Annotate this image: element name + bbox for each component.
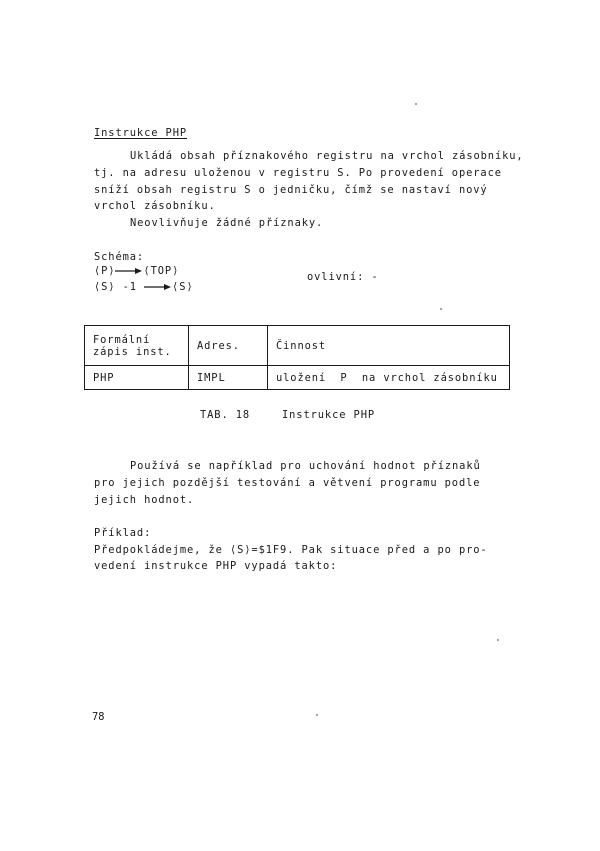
arrow-right-icon xyxy=(144,283,172,291)
table-header-row xyxy=(85,326,510,366)
schema-source: ⟨S⟩ -1 xyxy=(94,281,137,293)
scan-speck xyxy=(440,308,442,310)
paragraph-line: jejich hodnot. xyxy=(94,494,195,506)
schema-source: ⟨P⟩ xyxy=(94,265,116,277)
paragraph-line: vrchol zásobníku. xyxy=(94,200,216,212)
paragraph-line: Používá se například pro uchování hodnot příznaků xyxy=(130,460,481,472)
table-caption-title: Instrukce PHP xyxy=(282,409,376,421)
schema-line-2 xyxy=(94,280,194,294)
scan-speck xyxy=(316,714,318,716)
schema-target: ⟨S⟩ xyxy=(172,281,194,293)
arrow-right-icon xyxy=(115,267,143,275)
cell-notation: PHP xyxy=(85,366,189,390)
page-number: 78 xyxy=(92,711,105,723)
scan-speck xyxy=(415,103,417,105)
schema-label: Schéma: xyxy=(94,251,145,263)
paragraph-line: Neovlivňuje žádné příznaky. xyxy=(130,217,324,229)
paragraph-line: Ukládá obsah příznakového registru na vrchol zásobníku, xyxy=(130,150,524,162)
header-activity: Činnost xyxy=(268,326,510,366)
example-label: Příklad: xyxy=(94,527,152,539)
table-row xyxy=(85,366,510,390)
header-addressing: Adres. xyxy=(189,326,268,366)
paragraph-line: tj. na adresu uloženou v registru S. Po provedení operace xyxy=(94,167,502,179)
header-notation xyxy=(85,326,189,366)
affects-flags: ovlivní: - xyxy=(307,271,379,283)
schema-line-1 xyxy=(94,264,179,278)
schema-target: ⟨TOP⟩ xyxy=(143,265,180,277)
paragraph-line: pro jejich pozdější testování a větvení programu podle xyxy=(94,477,481,489)
header-notation-line-1: Formální xyxy=(93,333,151,346)
instruction-table xyxy=(84,325,510,390)
table-caption-number: TAB. 18 xyxy=(200,409,251,421)
example-line: vedení instrukce PHP vypadá takto: xyxy=(94,560,338,572)
cell-addressing: IMPL xyxy=(189,366,268,390)
scan-speck xyxy=(497,639,499,641)
cell-activity: uložení P na vrchol zásobníku xyxy=(268,366,510,390)
section-heading: Instrukce PHP xyxy=(94,127,188,139)
paragraph-line: sníží obsah registru S o jedničku, čímž se nastaví nový xyxy=(94,184,488,196)
example-line: Předpokládejme, že ⟨S⟩=$1F9. Pak situace před a po pro- xyxy=(94,544,488,556)
header-notation-line-2: zápis inst. xyxy=(93,345,172,358)
